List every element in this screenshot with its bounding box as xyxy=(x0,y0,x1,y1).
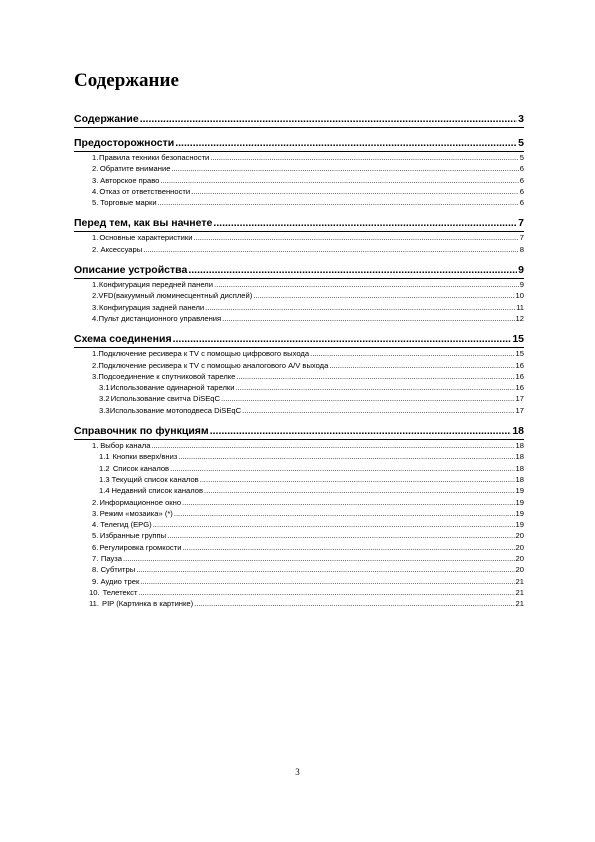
toc-leader-dots xyxy=(213,216,517,230)
toc-page-number: 19 xyxy=(515,486,524,496)
toc-page-number: 18 xyxy=(512,425,524,438)
toc-entry-number: 3. xyxy=(92,302,99,312)
toc-leader-dots xyxy=(140,112,517,126)
toc-entry-number: 1. xyxy=(92,280,99,290)
toc-page-number: 11 xyxy=(516,302,524,312)
toc-entry-number: 3.1 xyxy=(99,383,110,393)
toc-section xyxy=(74,424,524,609)
toc-entry-number: 1.2 xyxy=(99,463,110,473)
toc-page-number: 21 xyxy=(515,599,524,609)
toc-page-number: 19 xyxy=(515,497,524,507)
toc-page-number: 6 xyxy=(519,198,524,208)
toc-page-number: 8 xyxy=(519,244,524,254)
toc-page-number: 10 xyxy=(515,291,524,301)
toc-page-number: 18 xyxy=(515,452,524,462)
toc-entry[interactable] xyxy=(74,360,524,371)
toc-entry[interactable] xyxy=(74,382,524,393)
toc-entry-number: 3. xyxy=(92,175,99,185)
toc-page-number: 16 xyxy=(515,360,524,370)
toc-entry-title: Информационное окно xyxy=(99,497,182,507)
toc-leader-dots xyxy=(221,393,515,404)
toc-entry-number: 10. xyxy=(89,587,100,597)
toc-entry-title: Использование мотоподвеса DiSEqC xyxy=(109,405,242,415)
toc-section xyxy=(74,216,524,255)
toc-page-number: 21 xyxy=(515,587,524,597)
toc-section-title: Схема соединения xyxy=(74,333,172,346)
toc-entry[interactable] xyxy=(74,302,524,313)
toc-entry-title: Использование свитча DiSEqC xyxy=(110,394,220,404)
toc-entry-title: Использование одинарной тарелки xyxy=(110,383,235,393)
toc-entry-title: Конфигурация задней панели xyxy=(99,302,205,312)
toc-entry-title: Недавний список каналов xyxy=(111,486,204,496)
toc-page-number: 6 xyxy=(519,175,524,185)
toc-leader-dots xyxy=(175,136,517,150)
toc-leader-dots xyxy=(182,542,514,553)
toc-entry-title: Регулировка громкости xyxy=(99,542,182,552)
toc-leader-dots xyxy=(178,451,514,462)
toc-leader-dots xyxy=(236,382,515,393)
toc-leader-dots xyxy=(153,519,515,530)
toc-entry-number: 6. xyxy=(92,542,99,552)
toc-page-number: 7 xyxy=(518,217,524,230)
toc-entry[interactable] xyxy=(74,576,524,587)
toc-leader-dots xyxy=(167,530,514,541)
toc-entry[interactable] xyxy=(74,553,524,564)
toc-leader-dots xyxy=(236,371,514,382)
toc-entry-number: 4. xyxy=(92,186,99,196)
toc-entry[interactable] xyxy=(74,508,524,519)
toc-section-title: Содержание xyxy=(74,113,139,125)
toc-entry-number: 1. xyxy=(92,233,99,243)
toc-page-number: 20 xyxy=(515,542,524,552)
toc-entry-number: 3. xyxy=(92,508,99,518)
toc-section-title: Описание устройства xyxy=(74,264,188,277)
toc-leader-dots xyxy=(158,197,519,208)
page-number: 3 xyxy=(295,767,300,777)
toc-entry-title: Подключение ресивера к TV с помощью цифрового выхода xyxy=(98,349,310,359)
toc-entry-title: Режим «мозаика» (*) xyxy=(99,508,173,518)
toc-entry-number: 9. xyxy=(92,576,99,586)
toc-entry-number: 1.3 xyxy=(99,474,110,484)
toc-entry[interactable] xyxy=(74,175,524,186)
toc-page-number: 12 xyxy=(515,313,524,323)
toc-section xyxy=(74,136,524,208)
toc-entry[interactable] xyxy=(74,542,524,553)
toc-entry[interactable] xyxy=(74,474,524,485)
toc-leader-dots xyxy=(253,290,514,301)
toc-leader-dots xyxy=(204,485,515,496)
toc-entry-title: Субтитры xyxy=(100,565,136,575)
toc-entry-title: Отказ от ответственности xyxy=(99,186,191,196)
toc-page-number: 9 xyxy=(518,264,524,277)
toc-entry-number: 7. xyxy=(92,554,99,564)
toc-leader-dots xyxy=(170,463,514,474)
toc-entry-title: Телегид (EPG) xyxy=(100,520,152,530)
toc-leader-dots xyxy=(193,232,518,243)
toc-entry-title: Подсоединение к спутниковой тарелке xyxy=(98,371,236,381)
toc-entry-number: 8. xyxy=(92,565,99,575)
toc-page-number: 6 xyxy=(519,186,524,196)
toc-leader-dots xyxy=(143,244,519,255)
toc-entry-number: 1. xyxy=(92,441,99,451)
toc-entry[interactable] xyxy=(74,232,524,243)
toc-leader-dots xyxy=(214,279,519,290)
toc-leader-dots xyxy=(210,424,512,438)
toc-section xyxy=(74,263,524,324)
toc-entry-title: Основные характеристики xyxy=(99,233,193,243)
toc-leader-dots xyxy=(205,302,515,313)
toc-entry-number: 2. xyxy=(92,164,99,174)
toc-page-number: 20 xyxy=(515,554,524,564)
toc-entry-title: Правила техники безопасности xyxy=(98,153,210,162)
toc-leader-dots xyxy=(182,497,515,508)
toc-entry-number: 2. xyxy=(92,291,99,301)
toc-entry-title: Телетекст xyxy=(102,587,138,597)
toc-entry-number: 1.4 xyxy=(99,486,110,496)
toc-leader-dots xyxy=(171,163,518,174)
toc-entry[interactable] xyxy=(74,564,524,575)
toc-entry-title: Пульт дистанционного управления xyxy=(98,313,222,323)
toc-page-number: 15 xyxy=(512,333,524,346)
toc-page-number: 17 xyxy=(515,405,524,415)
toc-entry-number: 4. xyxy=(92,520,99,530)
toc-entry[interactable] xyxy=(74,530,524,541)
toc-entry[interactable] xyxy=(74,598,524,609)
toc-section-title: Перед тем, как вы начнете xyxy=(74,217,213,230)
toc-page-number: 6 xyxy=(519,164,524,174)
page-title: Содержание xyxy=(74,70,179,91)
toc-entry-title: Избранные группы xyxy=(99,531,167,541)
toc-entry[interactable] xyxy=(74,405,524,416)
toc-leader-dots xyxy=(222,313,514,324)
toc-entry-title: Аудио трек xyxy=(100,576,140,586)
toc-entry-number: 1. xyxy=(92,153,99,162)
toc-entry-number: 5. xyxy=(92,531,99,541)
toc-entry[interactable] xyxy=(74,463,524,474)
toc-leader-dots xyxy=(188,263,517,277)
toc-entry-title: Аксессуары xyxy=(100,244,143,254)
toc-entry[interactable] xyxy=(74,186,524,197)
toc-page-number: 18 xyxy=(515,463,524,473)
toc-leader-dots xyxy=(174,508,515,519)
toc-page-number: 20 xyxy=(515,565,524,575)
toc-entry[interactable] xyxy=(74,497,524,508)
toc-leader-dots xyxy=(310,348,514,359)
toc-section-heading[interactable] xyxy=(74,216,524,230)
toc-leader-dots xyxy=(151,440,514,451)
toc-entry-title: Пауза xyxy=(100,554,122,564)
toc-entry[interactable] xyxy=(74,152,524,163)
toc-page-number: 18 xyxy=(515,441,524,451)
table-of-contents xyxy=(74,112,524,618)
toc-section-title: Справочник по функциям xyxy=(74,425,209,438)
toc-entry-number: 2. xyxy=(92,244,99,254)
toc-entry-title: Текущий список каналов xyxy=(111,474,199,484)
toc-section-title: Предосторожности xyxy=(74,137,175,149)
toc-entry-number: 2. xyxy=(92,360,99,370)
toc-page-number: 5 xyxy=(519,153,524,162)
toc-section xyxy=(74,112,524,128)
toc-page-number: 5 xyxy=(518,137,524,149)
toc-entry-number: 3.2 xyxy=(99,394,110,404)
toc-entry-number: 11. xyxy=(89,599,99,609)
toc-leader-dots xyxy=(160,175,518,186)
toc-entry-title: Кнопки вверх/вниз xyxy=(112,452,178,462)
toc-entry-number: 4. xyxy=(92,313,99,323)
toc-page-number: 18 xyxy=(515,474,524,484)
toc-page-number: 9 xyxy=(519,280,524,290)
toc-entry-number: 2. xyxy=(92,497,99,507)
toc-entry-title: Торговые марки xyxy=(100,198,157,208)
toc-leader-dots xyxy=(191,186,519,197)
toc-leader-dots xyxy=(173,332,512,346)
toc-leader-dots xyxy=(138,587,514,598)
toc-page-number: 19 xyxy=(515,520,524,530)
toc-leader-dots xyxy=(329,360,514,371)
toc-entry[interactable] xyxy=(74,244,524,255)
toc-section-heading[interactable] xyxy=(74,424,524,438)
toc-leader-dots xyxy=(136,564,514,575)
toc-entry-title: PIP (Картинка в картинке) xyxy=(102,599,194,609)
section-underline xyxy=(74,127,524,128)
toc-section-heading[interactable] xyxy=(74,263,524,277)
toc-page-number: 7 xyxy=(519,233,524,243)
toc-entry-title: VFD(вакуумный люминесцентный дисплей) xyxy=(98,291,253,301)
toc-page-number: 16 xyxy=(515,383,524,393)
toc-entry[interactable] xyxy=(74,393,524,404)
toc-entry-title: Список каналов xyxy=(112,463,170,473)
toc-leader-dots xyxy=(200,474,515,485)
toc-section-heading[interactable] xyxy=(74,332,524,346)
toc-page-number: 20 xyxy=(515,531,524,541)
toc-leader-dots xyxy=(242,405,514,416)
toc-section-heading[interactable] xyxy=(74,112,524,126)
toc-entry[interactable] xyxy=(74,163,524,174)
toc-page-number: 17 xyxy=(515,394,524,404)
toc-section xyxy=(74,332,524,416)
toc-entry-title: Конфигурация передней панели xyxy=(98,280,213,290)
toc-entry-number: 1. xyxy=(92,349,99,359)
toc-entry-title: Подключение ресивера к TV с помощью аналогового A/V выхода xyxy=(98,360,329,370)
toc-entry-number: 3.3 xyxy=(99,405,110,415)
toc-entry[interactable] xyxy=(74,440,524,451)
toc-entry[interactable] xyxy=(74,279,524,290)
toc-entry-title: Выбор канала xyxy=(100,441,151,451)
toc-leader-dots xyxy=(210,152,518,163)
toc-entry[interactable] xyxy=(74,348,524,359)
toc-entry[interactable] xyxy=(74,371,524,382)
toc-entry-number: 1.1 xyxy=(99,452,110,462)
toc-page-number: 21 xyxy=(515,576,524,586)
toc-leader-dots xyxy=(140,576,514,587)
toc-entry[interactable] xyxy=(74,485,524,496)
toc-entry[interactable] xyxy=(74,313,524,324)
toc-page-number: 19 xyxy=(515,508,524,518)
toc-section-heading[interactable] xyxy=(74,136,524,150)
toc-page-number: 3 xyxy=(518,113,524,125)
toc-entry-title: Авторское право xyxy=(100,175,160,185)
toc-leader-dots xyxy=(123,553,515,564)
toc-entry-number: 5. xyxy=(92,198,99,208)
toc-leader-dots xyxy=(194,598,514,609)
toc-entry[interactable] xyxy=(74,290,524,301)
toc-entry-title: Обратите внимание xyxy=(99,164,171,174)
toc-page-number: 16 xyxy=(515,371,524,381)
toc-entry[interactable] xyxy=(74,587,524,598)
toc-entry[interactable] xyxy=(74,519,524,530)
toc-page-number: 15 xyxy=(515,349,524,359)
toc-entry[interactable] xyxy=(74,451,524,462)
toc-entry[interactable] xyxy=(74,197,524,208)
toc-entry-number: 3. xyxy=(92,371,99,381)
